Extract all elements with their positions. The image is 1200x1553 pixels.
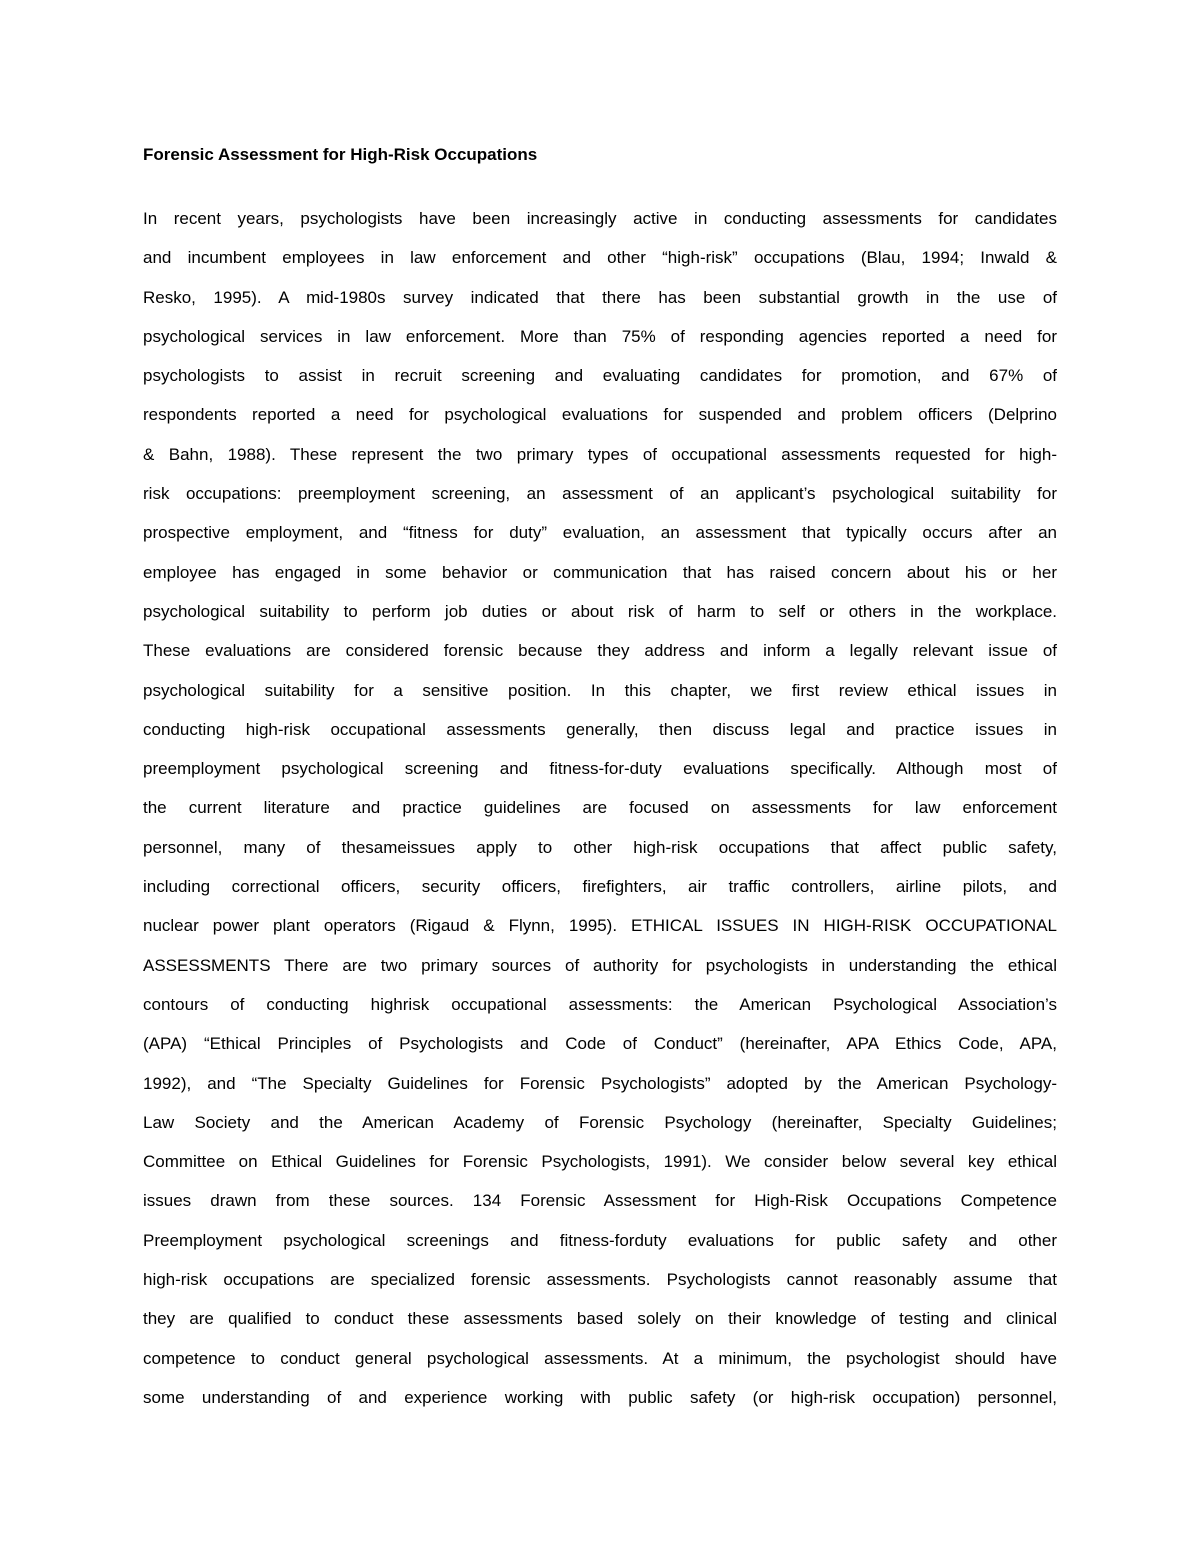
text-line: including correctional officers, security officers, firefighters, air traffic controllers, airline pilots, and xyxy=(143,877,1057,897)
text-line: & Bahn, 1988). These represent the two primary types of occupational assessments requested for high- xyxy=(143,444,1057,464)
text-line: risk occupations: preemployment screening, an assessment of an applicant’s psychological suitability for xyxy=(143,484,1057,504)
text-line: (APA) “Ethical Principles of Psychologists and Code of Conduct” (hereinafter, APA Ethics Code, APA, xyxy=(143,1034,1057,1054)
text-line: psychologists to assist in recruit screening and evaluating candidates for promotion, and 67% of xyxy=(143,366,1057,386)
text-line: and incumbent employees in law enforcement and other “high-risk” occupations (Blau, 1994; Inwald & xyxy=(143,248,1057,268)
text-line: they are qualified to conduct these assessments based solely on their knowledge of testing and clinical xyxy=(143,1309,1057,1329)
text-line: ASSESSMENTS There are two primary sources of authority for psychologists in understanding the ethical xyxy=(143,955,1057,975)
document-body xyxy=(143,199,1057,1417)
text-line: Resko, 1995). A mid-1980s survey indicated that there has been substantial growth in the use of xyxy=(143,287,1057,307)
text-line: preemployment psychological screening and fitness-for-duty evaluations specifically. Although most of xyxy=(143,759,1057,779)
text-line: employee has engaged in some behavior or communication that has raised concern about his or her xyxy=(143,562,1057,582)
text-line: the current literature and practice guidelines are focused on assessments for law enforcement xyxy=(143,798,1057,818)
text-line: nuclear power plant operators (Rigaud & Flynn, 1995). ETHICAL ISSUES IN HIGH-RISK OCCUPATIONAL xyxy=(143,916,1057,936)
text-line: high-risk occupations are specialized forensic assessments. Psychologists cannot reasonably assume that xyxy=(143,1270,1057,1290)
text-line: In recent years, psychologists have been increasingly active in conducting assessments for candidates xyxy=(143,209,1057,228)
text-line: These evaluations are considered forensic because they address and inform a legally relevant issue of xyxy=(143,641,1057,661)
text-line: personnel, many of thesameissues apply to other high-risk occupations that affect public safety, xyxy=(143,837,1057,857)
text-line: 1992), and “The Specialty Guidelines for Forensic Psychologists” adopted by the American Psychology- xyxy=(143,1073,1057,1093)
document-title: Forensic Assessment for High-Risk Occupations xyxy=(143,145,538,164)
text-line: some understanding of and experience working with public safety (or high-risk occupation) personnel, xyxy=(143,1387,1057,1407)
text-line: psychological suitability for a sensitive position. In this chapter, we first review ethical issues in xyxy=(143,680,1057,700)
text-line: respondents reported a need for psychological evaluations for suspended and problem officers (Delprino xyxy=(143,405,1057,425)
text-line: Committee on Ethical Guidelines for Forensic Psychologists, 1991). We consider below several key ethical xyxy=(143,1152,1057,1172)
text-line: conducting high-risk occupational assessments generally, then discuss legal and practice issues in xyxy=(143,719,1057,739)
text-line: Preemployment psychological screenings and fitness-forduty evaluations for public safety and other xyxy=(143,1230,1057,1250)
text-line: contours of conducting highrisk occupational assessments: the American Psychological Association’s xyxy=(143,994,1057,1014)
text-line: prospective employment, and “fitness for duty” evaluation, an assessment that typically occurs after an xyxy=(143,523,1057,543)
text-line: psychological services in law enforcement. More than 75% of responding agencies reported a need for xyxy=(143,326,1057,346)
text-line: issues drawn from these sources. 134 Forensic Assessment for High-Risk Occupations Competence xyxy=(143,1191,1057,1211)
text-line: competence to conduct general psychological assessments. At a minimum, the psychologist should have xyxy=(143,1348,1057,1368)
text-line: Law Society and the American Academy of Forensic Psychology (hereinafter, Specialty Guidelines; xyxy=(143,1112,1057,1132)
text-line: psychological suitability to perform job duties or about risk of harm to self or others in the workplace. xyxy=(143,601,1057,621)
